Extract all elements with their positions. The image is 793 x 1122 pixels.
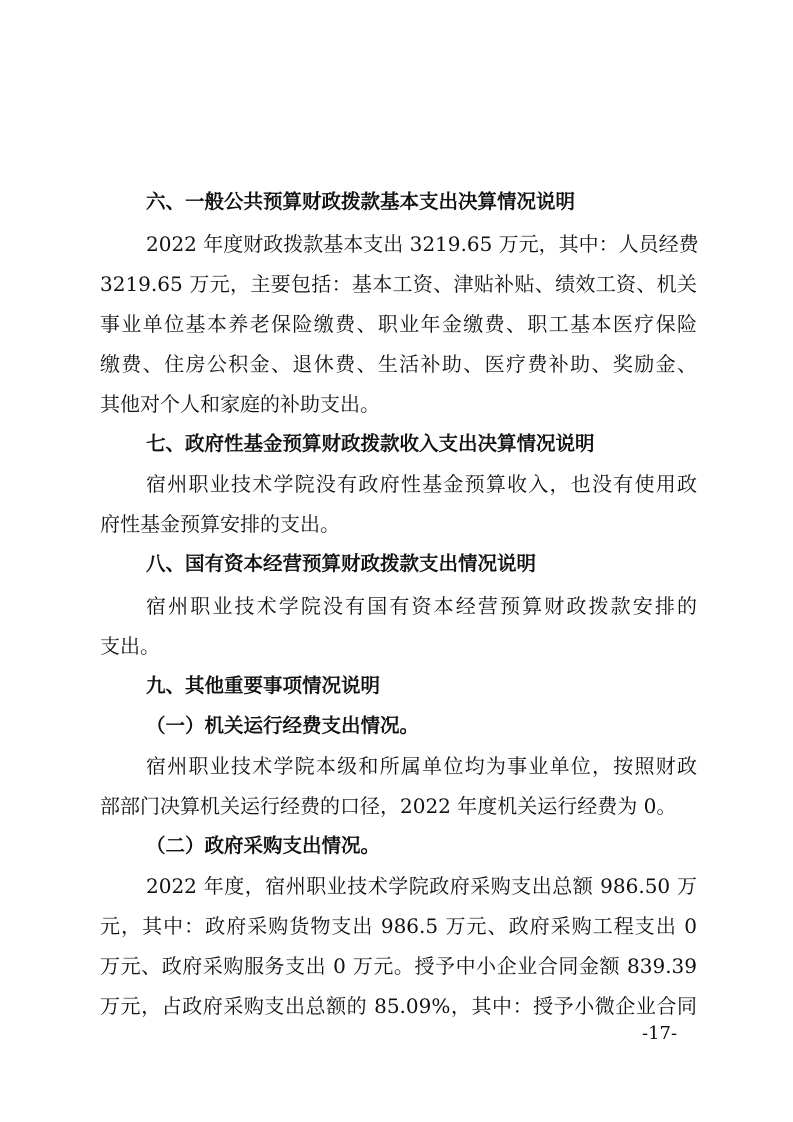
section-7-line-1: 宿州职业技术学院没有政府性基金预算收入，也没有使用政 [146,472,697,496]
section-6-line-1: 2022 年度财政拨款基本支出 3219.65 万元，其中：人员经费 [146,232,699,256]
section-9-sub-1-line-2: 部部门决算机关运行经费的口径，2022 年度机关运行经费为 0。 [100,794,677,818]
section-9-sub-2-line-3: 万元、政府采购服务支出 0 万元。授予中小企业合同金额 839.39 [100,954,697,978]
section-8-line-1: 宿州职业技术学院没有国有资本经营预算财政拨款安排的 [146,594,697,618]
section-9-sub-2-heading: （二）政府采购支出情况。 [146,834,381,857]
section-9-sub-1-heading: （一）机关运行经费支出情况。 [146,714,420,737]
section-6-line-3: 事业单位基本养老保险缴费、职业年金缴费、职工基本医疗保险 [100,312,697,336]
section-6-line-2: 3219.65 万元，主要包括：基本工资、津贴补贴、绩效工资、机关 [100,272,697,296]
section-6-heading: 六、一般公共预算财政拨款基本支出决算情况说明 [146,190,576,213]
section-9-heading: 九、其他重要事项情况说明 [146,674,381,697]
section-9-sub-2-line-4: 万元，占政府采购支出总额的 85.09%，其中：授予小微企业合同 [100,994,697,1018]
section-7-line-2: 府性基金预算安排的支出。 [100,512,340,536]
section-9-sub-2-line-2: 元，其中：政府采购货物支出 986.5 万元、政府采购工程支出 0 [100,914,697,938]
section-7-heading: 七、政府性基金预算财政拨款收入支出决算情况说明 [146,432,595,455]
section-8-line-2: 支出。 [100,634,160,658]
section-6-line-4: 缴费、住房公积金、退休费、生活补助、医疗费补助、奖励金、 [100,352,697,376]
section-9-sub-2-line-1: 2022 年度，宿州职业技术学院政府采购支出总额 986.50 万 [146,874,697,898]
section-8-heading: 八、国有资本经营预算财政拨款支出情况说明 [146,552,537,575]
section-6-line-5: 其他对个人和家庭的补助支出。 [100,392,380,416]
section-9-sub-1-line-1: 宿州职业技术学院本级和所属单位均为事业单位，按照财政 [146,754,697,778]
page-number: -17- [642,1023,678,1044]
